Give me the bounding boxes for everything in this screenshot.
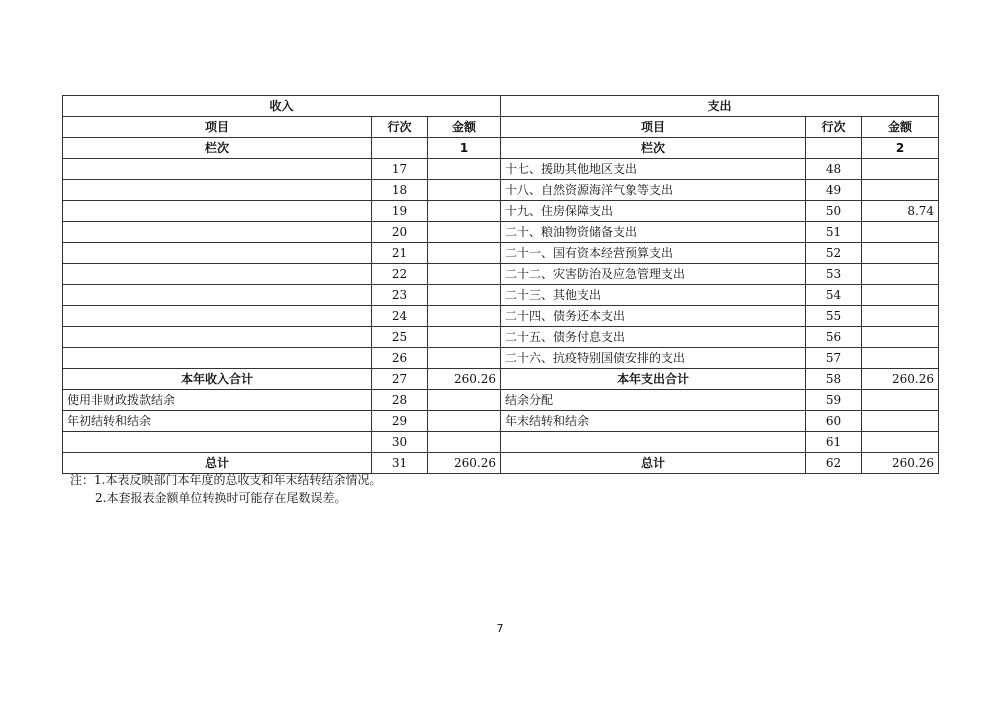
expense-item: 十七、援助其他地区支出	[501, 159, 806, 180]
expense-line-number: 51	[806, 222, 862, 243]
income-amount	[428, 201, 501, 222]
expense-line-number: 62	[806, 453, 862, 474]
expense-line-header: 行次	[806, 117, 862, 138]
income-line-number: 20	[372, 222, 428, 243]
income-amount	[428, 390, 501, 411]
expense-line-number: 49	[806, 180, 862, 201]
income-line-number: 21	[372, 243, 428, 264]
income-header: 收入	[63, 96, 501, 117]
column-index-label: 栏次	[501, 138, 806, 159]
income-amount	[428, 264, 501, 285]
income-line-number: 26	[372, 348, 428, 369]
table-row	[63, 159, 939, 180]
expense-item: 十八、自然资源海洋气象等支出	[501, 180, 806, 201]
income-line-number: 27	[372, 369, 428, 390]
income-amount	[428, 159, 501, 180]
expense-item: 年末结转和结余	[501, 411, 806, 432]
expense-amount	[862, 432, 939, 453]
income-amount	[428, 180, 501, 201]
income-line-number: 25	[372, 327, 428, 348]
empty-cell	[806, 138, 862, 159]
income-line-number: 19	[372, 201, 428, 222]
table-row	[63, 201, 939, 222]
expense-line-number: 59	[806, 390, 862, 411]
income-item	[63, 159, 372, 180]
expense-item: 二十二、灾害防治及应急管理支出	[501, 264, 806, 285]
expense-line-number: 48	[806, 159, 862, 180]
income-amount	[428, 306, 501, 327]
income-item	[63, 264, 372, 285]
income-amount	[428, 348, 501, 369]
income-line-number: 28	[372, 390, 428, 411]
income-item	[63, 327, 372, 348]
income-item	[63, 285, 372, 306]
expense-line-number: 57	[806, 348, 862, 369]
income-amount	[428, 243, 501, 264]
income-item: 使用非财政拨款结余	[63, 390, 372, 411]
income-line-number: 24	[372, 306, 428, 327]
expense-amount	[862, 243, 939, 264]
income-amount	[428, 285, 501, 306]
expense-total-label: 本年支出合计	[501, 369, 806, 390]
income-amount: 260.26	[428, 453, 501, 474]
income-item	[63, 348, 372, 369]
expense-column-index: 2	[862, 138, 939, 159]
income-total-label: 总计	[63, 453, 372, 474]
income-item	[63, 222, 372, 243]
expense-amount	[862, 222, 939, 243]
expense-amount-header: 金额	[862, 117, 939, 138]
expense-amount	[862, 411, 939, 432]
expense-line-number: 50	[806, 201, 862, 222]
table-row	[63, 222, 939, 243]
expense-amount	[862, 327, 939, 348]
income-expense-table	[62, 95, 939, 474]
expense-line-number: 55	[806, 306, 862, 327]
income-amount: 260.26	[428, 369, 501, 390]
income-line-number: 31	[372, 453, 428, 474]
expense-line-number: 53	[806, 264, 862, 285]
expense-item	[501, 432, 806, 453]
table-row	[63, 306, 939, 327]
expense-item: 二十一、国有资本经营预算支出	[501, 243, 806, 264]
income-item	[63, 432, 372, 453]
table-row	[63, 327, 939, 348]
income-column-index: 1	[428, 138, 501, 159]
expense-line-number: 52	[806, 243, 862, 264]
income-total-label: 本年收入合计	[63, 369, 372, 390]
expense-item: 二十四、债务还本支出	[501, 306, 806, 327]
income-item: 年初结转和结余	[63, 411, 372, 432]
income-item	[63, 201, 372, 222]
table-row	[63, 390, 939, 411]
expense-total-label: 总计	[501, 453, 806, 474]
income-line-number: 18	[372, 180, 428, 201]
expense-line-number: 54	[806, 285, 862, 306]
income-line-number: 30	[372, 432, 428, 453]
income-amount	[428, 411, 501, 432]
income-amount	[428, 432, 501, 453]
income-line-number: 29	[372, 411, 428, 432]
expense-item: 十九、住房保障支出	[501, 201, 806, 222]
expense-line-number: 58	[806, 369, 862, 390]
income-line-number: 22	[372, 264, 428, 285]
income-amount-header: 金额	[428, 117, 501, 138]
table-notes	[70, 471, 381, 507]
expense-amount	[862, 285, 939, 306]
expense-item: 二十三、其他支出	[501, 285, 806, 306]
expense-amount: 260.26	[862, 369, 939, 390]
income-item	[63, 306, 372, 327]
income-line-header: 行次	[372, 117, 428, 138]
expense-amount	[862, 264, 939, 285]
expense-amount	[862, 390, 939, 411]
expense-item-header: 项目	[501, 117, 806, 138]
income-amount	[428, 222, 501, 243]
table-row	[63, 285, 939, 306]
table-row	[63, 411, 939, 432]
section-header-row	[63, 96, 939, 117]
income-item-header: 项目	[63, 117, 372, 138]
column-index-label: 栏次	[63, 138, 372, 159]
expense-item: 二十六、抗疫特别国债安排的支出	[501, 348, 806, 369]
expense-item: 二十五、债务付息支出	[501, 327, 806, 348]
annual_total-row	[63, 369, 939, 390]
income-line-number: 17	[372, 159, 428, 180]
income-item	[63, 243, 372, 264]
table-row	[63, 348, 939, 369]
expense-item: 二十、粮油物资储备支出	[501, 222, 806, 243]
page-number: 7	[496, 622, 504, 635]
table-row	[63, 180, 939, 201]
table-row	[63, 243, 939, 264]
expense-line-number: 60	[806, 411, 862, 432]
expense-line-number: 56	[806, 327, 862, 348]
income-line-number: 23	[372, 285, 428, 306]
expense-line-number: 61	[806, 432, 862, 453]
expense-amount	[862, 159, 939, 180]
expense-amount: 8.74	[862, 201, 939, 222]
note-2: 2.本套报表金额单位转换时可能存在尾数误差。	[95, 491, 347, 505]
expense-amount	[862, 306, 939, 327]
expense-amount	[862, 180, 939, 201]
expense-item: 结余分配	[501, 390, 806, 411]
income-amount	[428, 327, 501, 348]
empty-cell	[372, 138, 428, 159]
expense-amount	[862, 348, 939, 369]
column-header-row	[63, 117, 939, 138]
table-row	[63, 264, 939, 285]
expense-amount: 260.26	[862, 453, 939, 474]
note-1: 注：1.本表反映部门本年度的总收支和年末结转结余情况。	[70, 473, 382, 487]
expense-header: 支出	[501, 96, 939, 117]
income-item	[63, 180, 372, 201]
table-row	[63, 432, 939, 453]
column-index-row	[63, 138, 939, 159]
